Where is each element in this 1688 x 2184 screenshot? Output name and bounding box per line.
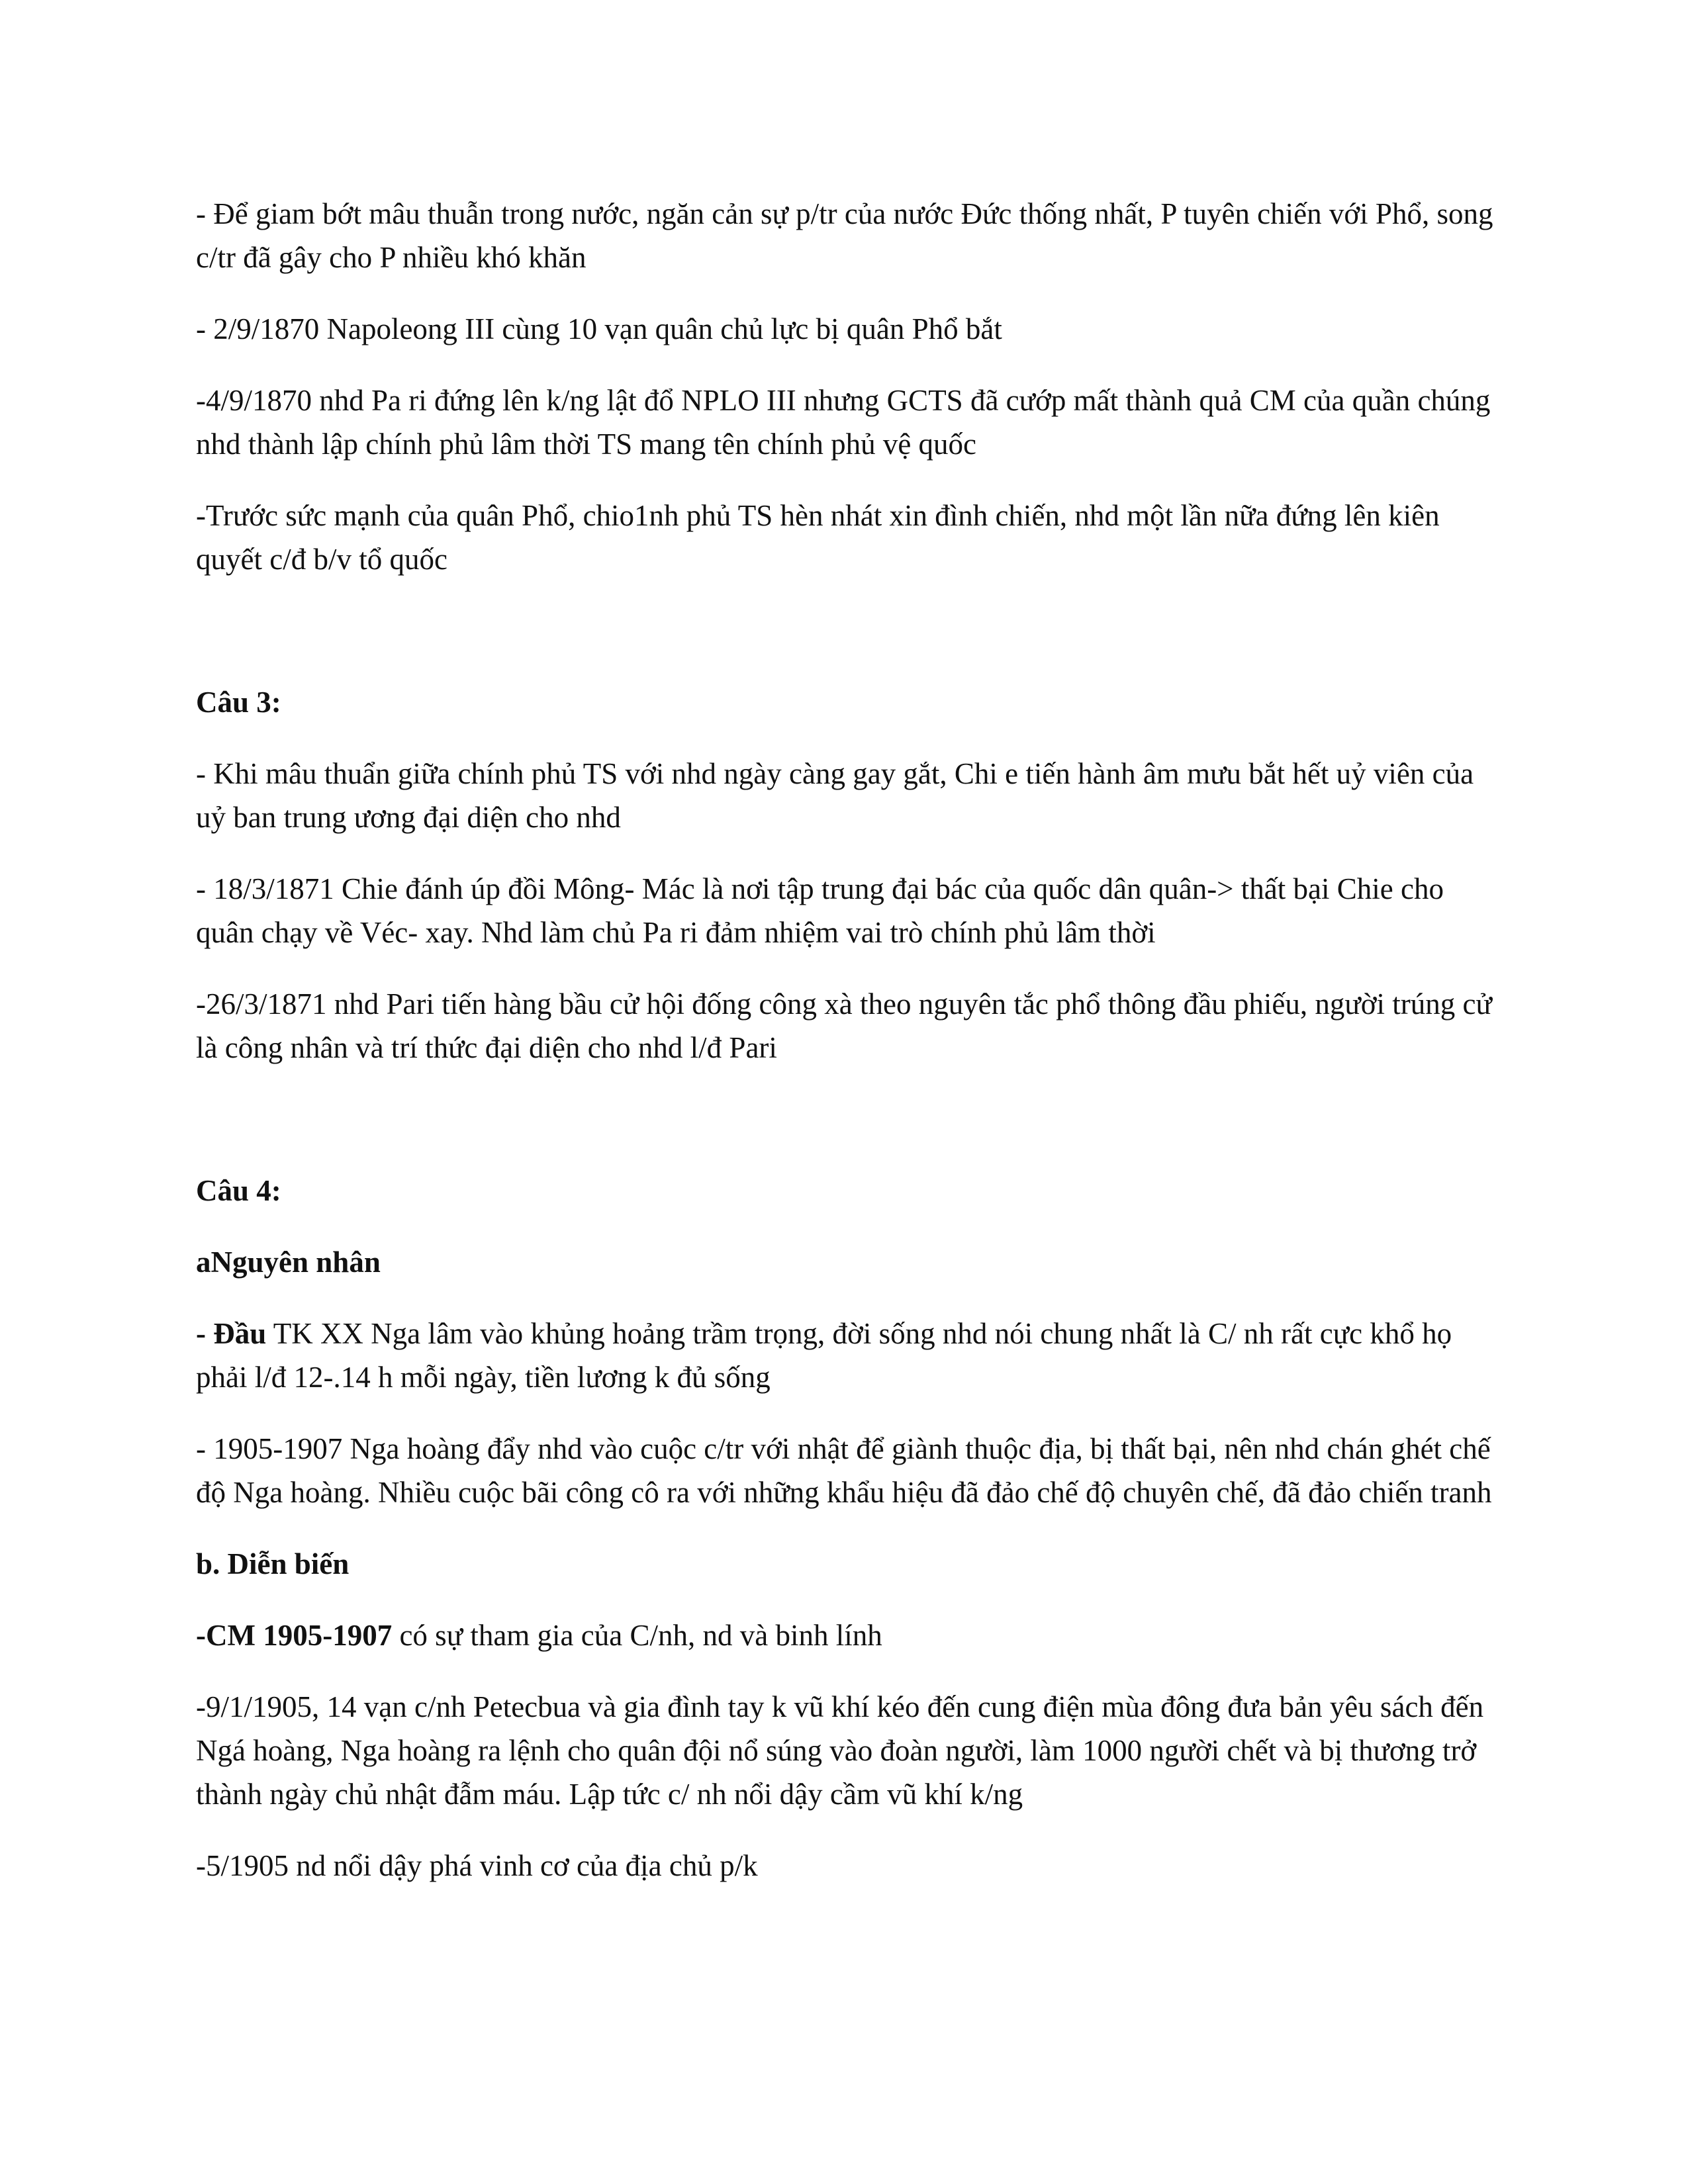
paragraph: - 18/3/1871 Chie đánh úp đồi Mông- Mác là nơi tập trung đại bác của quốc dân quân-> thất bại Chie cho quân chạy về Véc- xay. Nhd làm chủ Pa ri đảm nhiệm vai trò chính phủ lâm thời	[196, 872, 1444, 949]
paragraph: -4/9/1870 nhd Pa ri đứng lên k/ng lật đổ NPLO III nhưng GCTS đã cướp mất thành quả CM của quần chúng nhd thành lập chính phủ lâm thời TS mang tên chính phủ vệ quốc	[196, 384, 1491, 461]
section-heading-cau-4: Câu 4:	[196, 1174, 281, 1207]
subheading-dien-bien: b. Diễn biến	[196, 1547, 350, 1580]
subheading-nguyen-nhan: aNguyên nhân	[196, 1246, 381, 1279]
section-heading-cau-3: Câu 3:	[196, 686, 281, 719]
paragraph-text: TK XX Nga lâm vào khủng hoảng trầm trọng, đời sống nhd nói chung nhất là C/ nh rất cực khổ họ phải l/đ 12-.14 h mỗi ngày, tiền lương k đủ sống	[196, 1317, 1452, 1394]
paragraph	[196, 1312, 1500, 1399]
paragraph-bold-lead: - Đầu	[196, 1317, 267, 1350]
paragraph: -Trước sức mạnh của quân Phổ, chio1nh phủ TS hèn nhát xin đình chiến, nhd một lần nữa đứng lên kiên quyết c/đ b/v tổ quốc	[196, 499, 1440, 576]
paragraph: - Khi mâu thuẩn giữa chính phủ TS với nhd ngày càng gay gắt, Chi e tiến hành âm mưu bắt hết uỷ viên của uỷ ban trung ương đại diện cho nhd	[196, 757, 1474, 834]
paragraph: - 1905-1907 Nga hoàng đẩy nhd vào cuộc c/tr với nhật để giành thuộc địa, bị thất bại, nên nhd chán ghét chế độ Nga hoàng. Nhiều cuộc bãi công cô ra với những khẩu hiệu đã đảo chế độ chuyên chế, đã đảo chiến tranh	[196, 1432, 1492, 1509]
paragraph: -9/1/1905, 14 vạn c/nh Petecbua và gia đình tay k vũ khí kéo đến cung điện mùa đông đưa bản yêu sách đến Ngá hoàng, Nga hoàng ra lệnh cho quân đội nổ súng vào đoàn người, làm 1000 người chết và bị thương trở thành ngày chủ nhật đẫm máu. Lập tức c/ nh nổi dậy cầm vũ khí k/ng	[196, 1690, 1484, 1811]
paragraph-bold-lead: -CM 1905-1907	[196, 1619, 393, 1652]
paragraph: - 2/9/1870 Napoleong III cùng 10 vạn quân chủ lực bị quân Phổ bắt	[196, 312, 1002, 345]
paragraph: - Để giam bớt mâu thuẫn trong nước, ngăn cản sự p/tr của nước Đức thống nhất, P tuyên chiến với Phổ, song c/tr đã gây cho P nhiều khó khăn	[196, 197, 1493, 274]
paragraph	[196, 1614, 1500, 1657]
paragraph: -5/1905 nd nổi dậy phá vinh cơ của địa chủ p/k	[196, 1849, 758, 1882]
paragraph-text: có sự tham gia của C/nh, nd và binh lính	[392, 1619, 882, 1652]
document-page	[196, 192, 1500, 1888]
paragraph: -26/3/1871 nhd Pari tiến hàng bầu cử hội đống công xà theo nguyên tắc phổ thông đầu phiếu, người trúng cử là công nhân và trí thức đại diện cho nhd l/đ Pari	[196, 987, 1492, 1064]
